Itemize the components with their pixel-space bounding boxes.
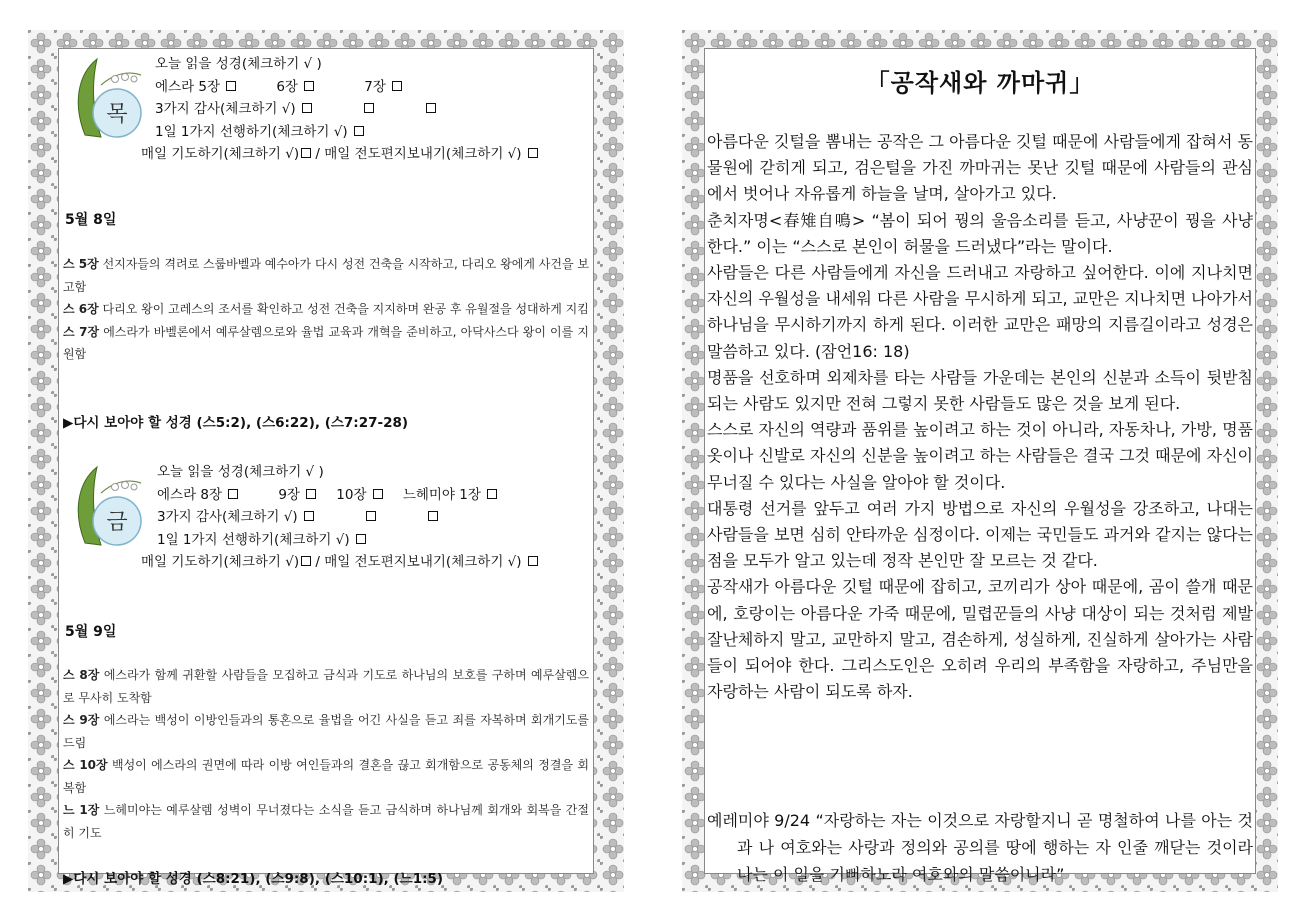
checkbox-ch5[interactable] [226, 81, 236, 91]
good-deed-line: 1일 1가지 선행하기(체크하기 √) [155, 121, 538, 144]
checkbox-gratitude-1[interactable] [302, 103, 312, 113]
summary-item: 스 7장 에스라가 바벨론에서 예루살렘으로와 율법 교육과 개혁을 준비하고, 아닥사스다 왕이 이를 지원함 [63, 324, 589, 361]
gratitude-line: 3가지 감사(체크하기 √) [157, 506, 538, 529]
checkbox-gratitude-3[interactable] [426, 103, 436, 113]
prayer-line: 매일 기도하기(체크하기 √) / 매일 전도편지보내기(체크하기 √) [141, 143, 538, 166]
checkbox-prayer[interactable] [301, 556, 311, 566]
summaries-friday [63, 664, 589, 844]
checklist-thursday [141, 53, 538, 166]
checkbox-evangelism[interactable] [528, 556, 538, 566]
checkbox-good-deed[interactable] [356, 534, 366, 544]
checkbox-ch7[interactable] [392, 81, 402, 91]
summary-item: 스 8장 에스라가 함께 귀환할 사람들을 모집하고 금식과 기도로 하나님의 보호를 구하며 예루살렘으로 무사히 도착함 [63, 668, 589, 705]
date-thursday: 5월 8일 [65, 212, 117, 228]
gratitude-line: 3가지 감사(체크하기 √) [155, 98, 538, 121]
essay-body [707, 129, 1253, 705]
lily-of-the-valley-icon [67, 55, 147, 145]
checkbox-neh1[interactable] [487, 489, 497, 499]
checkbox-evangelism[interactable] [528, 148, 538, 158]
essay-paragraph: 아름다운 깃털을 뽐내는 공작은 그 아름다운 깃털 때문에 사람들에게 잡혀서 동물원에 갇히게 되고, 검은털을 가진 까마귀는 못난 깃털 때문에 사람들의 관심에서 벗어나 자유롭게 하늘을 날며, 살아가고 있다. [707, 132, 1253, 204]
summaries-thursday [63, 253, 589, 366]
date-friday: 5월 9일 [65, 624, 117, 640]
left-page-content [58, 48, 594, 887]
summary-item: 느 1장 느헤미야는 예루살렘 성벽이 무너졌다는 소식을 듣고 금식하며 하나님께 회개와 회복을 간절히 기도 [63, 803, 589, 840]
essay-paragraph: 춘치자명<春雉自鳴> “봄이 되어 꿩의 울음소리를 듣고, 사냥꾼이 꿩을 사냥한다.” 이는 “스스로 본인이 허물을 드러냈다”라는 말이다. [707, 210, 1253, 256]
right-page-content [704, 48, 1256, 884]
essay-paragraph: 스스로 자신의 역량과 품위를 높이려고 하는 것이 아니라, 자동차나, 가방, 명품 옷이나 신발로 자신의 신분을 높이려고 하는 사람들은 결국 그것 때문에 자신이 무너질 수 있다는 사실을 알아야 할 것이다. [707, 420, 1253, 492]
lily-of-the-valley-icon [67, 463, 147, 553]
checkbox-gratitude-2[interactable] [366, 511, 376, 521]
essay-title: 「공작새와 까마귀」 [865, 69, 1095, 97]
reading-chapters: 에스라 8장 9장 10장 느헤미야 1장 [157, 484, 538, 507]
review-verses-thursday: ▶다시 보아야 할 성경 (스5:2), (스6:22), (스7:27-28) [63, 415, 409, 431]
left-page [28, 30, 624, 892]
checkbox-ch8[interactable] [228, 489, 238, 499]
checkbox-ch6[interactable] [304, 81, 314, 91]
day-label-thursday: 목 [106, 102, 128, 127]
summary-item: 스 5장 선지자들의 격려로 스룹바벨과 예수아가 다시 성전 건축을 시작하고, 다리오 왕에게 사건을 보고함 [63, 257, 589, 294]
reading-heading: 오늘 읽을 성경(체크하기 √ ) [155, 56, 322, 72]
checklist-friday [141, 461, 538, 574]
summary-item: 스 9장 에스라는 백성이 이방인들과의 통혼으로 율법을 어긴 사실을 듣고 죄를 자복하며 회개기도를 드림 [63, 713, 589, 750]
checkbox-ch10[interactable] [373, 489, 383, 499]
checkbox-ch9[interactable] [306, 489, 316, 499]
reading-chapters: 에스라 5장 6장 7장 [155, 76, 538, 99]
scripture-verse: 예레미야 9/24 “자랑하는 자는 이것으로 자랑할지니 곧 명철하여 나를 아는 것과 나 여호와는 사랑과 정의와 공의를 땅에 행하는 자 인줄 깨닫는 것이라 나는 이 일을 기뻐하노라 여호와의 말씀이니라” [707, 811, 1253, 884]
essay-paragraph: 사람들은 다른 사람들에게 자신을 드러내고 자랑하고 싶어한다. 이에 지나치면 자신의 우월성을 내세워 다른 사람을 무시하게 되고, 교만은 지나치면 나아가서 하나님을 무시하기까지 하게 된다. 이러한 교만은 패망의 지름길이라고 성경은 말씀하고 있다. (잠언16: 18) [707, 263, 1253, 361]
essay-paragraph: 명품을 선호하며 외제차를 타는 사람들 가운데는 본인의 신분과 소득이 뒷받침 되는 사람도 있지만 전혀 그렇지 못한 사람들도 많은 것을 보게 된다. [707, 367, 1253, 414]
good-deed-line: 1일 1가지 선행하기(체크하기 √) [157, 529, 538, 552]
essay-paragraph: 대통령 선거를 앞두고 여러 가지 방법으로 자신의 우월성을 강조하고, 나대는 사람들을 보면 심히 안타까운 심정이다. 이제는 국민들도 과거와 같지는 않다는 점을 모두가 알고 있는데 정작 본인만 잘 모르는 것 같다. [707, 498, 1253, 571]
summary-item: 스 6장 다리오 왕이 고레스의 조서를 확인하고 성전 건축을 지지하며 완공 후 유월절을 성대하게 지킴 [63, 302, 589, 316]
day-label-friday: 금 [106, 510, 128, 535]
right-page [682, 30, 1278, 892]
reading-heading: 오늘 읽을 성경(체크하기 √ ) [157, 464, 324, 480]
review-verses-friday: ▶다시 보아야 할 성경 (스8:21), (스9:8), (스10:1), (느1:5) [63, 871, 444, 887]
prayer-line: 매일 기도하기(체크하기 √) / 매일 전도편지보내기(체크하기 √) [141, 551, 538, 574]
checkbox-prayer[interactable] [301, 148, 311, 158]
checkbox-gratitude-2[interactable] [364, 103, 374, 113]
summary-item: 스 10장 백성이 에스라의 권면에 따라 이방 여인들과의 결혼을 끊고 회개함으로 공동체의 정결을 회복함 [63, 758, 589, 795]
essay-paragraph: 공작새가 아름다운 깃털 때문에 잡히고, 코끼리가 상아 때문에, 곰이 쓸개 때문에, 호랑이는 아름다운 가죽 때문에, 밀렵꾼들의 사냥 대상이 되는 것처럼 제발 잘난체하지 말고, 교만하지 말고, 겸손하게, 성실하게, 진실하게 살아가는 사람들이 되어야 한다. 그리스도인은 오히려 우리의 부족함을 자랑하고, 주님만을 자랑하는 사람이 되도록 하자. [707, 577, 1253, 702]
checkbox-gratitude-1[interactable] [304, 511, 314, 521]
checkbox-gratitude-3[interactable] [428, 511, 438, 521]
checkbox-good-deed[interactable] [354, 126, 364, 136]
